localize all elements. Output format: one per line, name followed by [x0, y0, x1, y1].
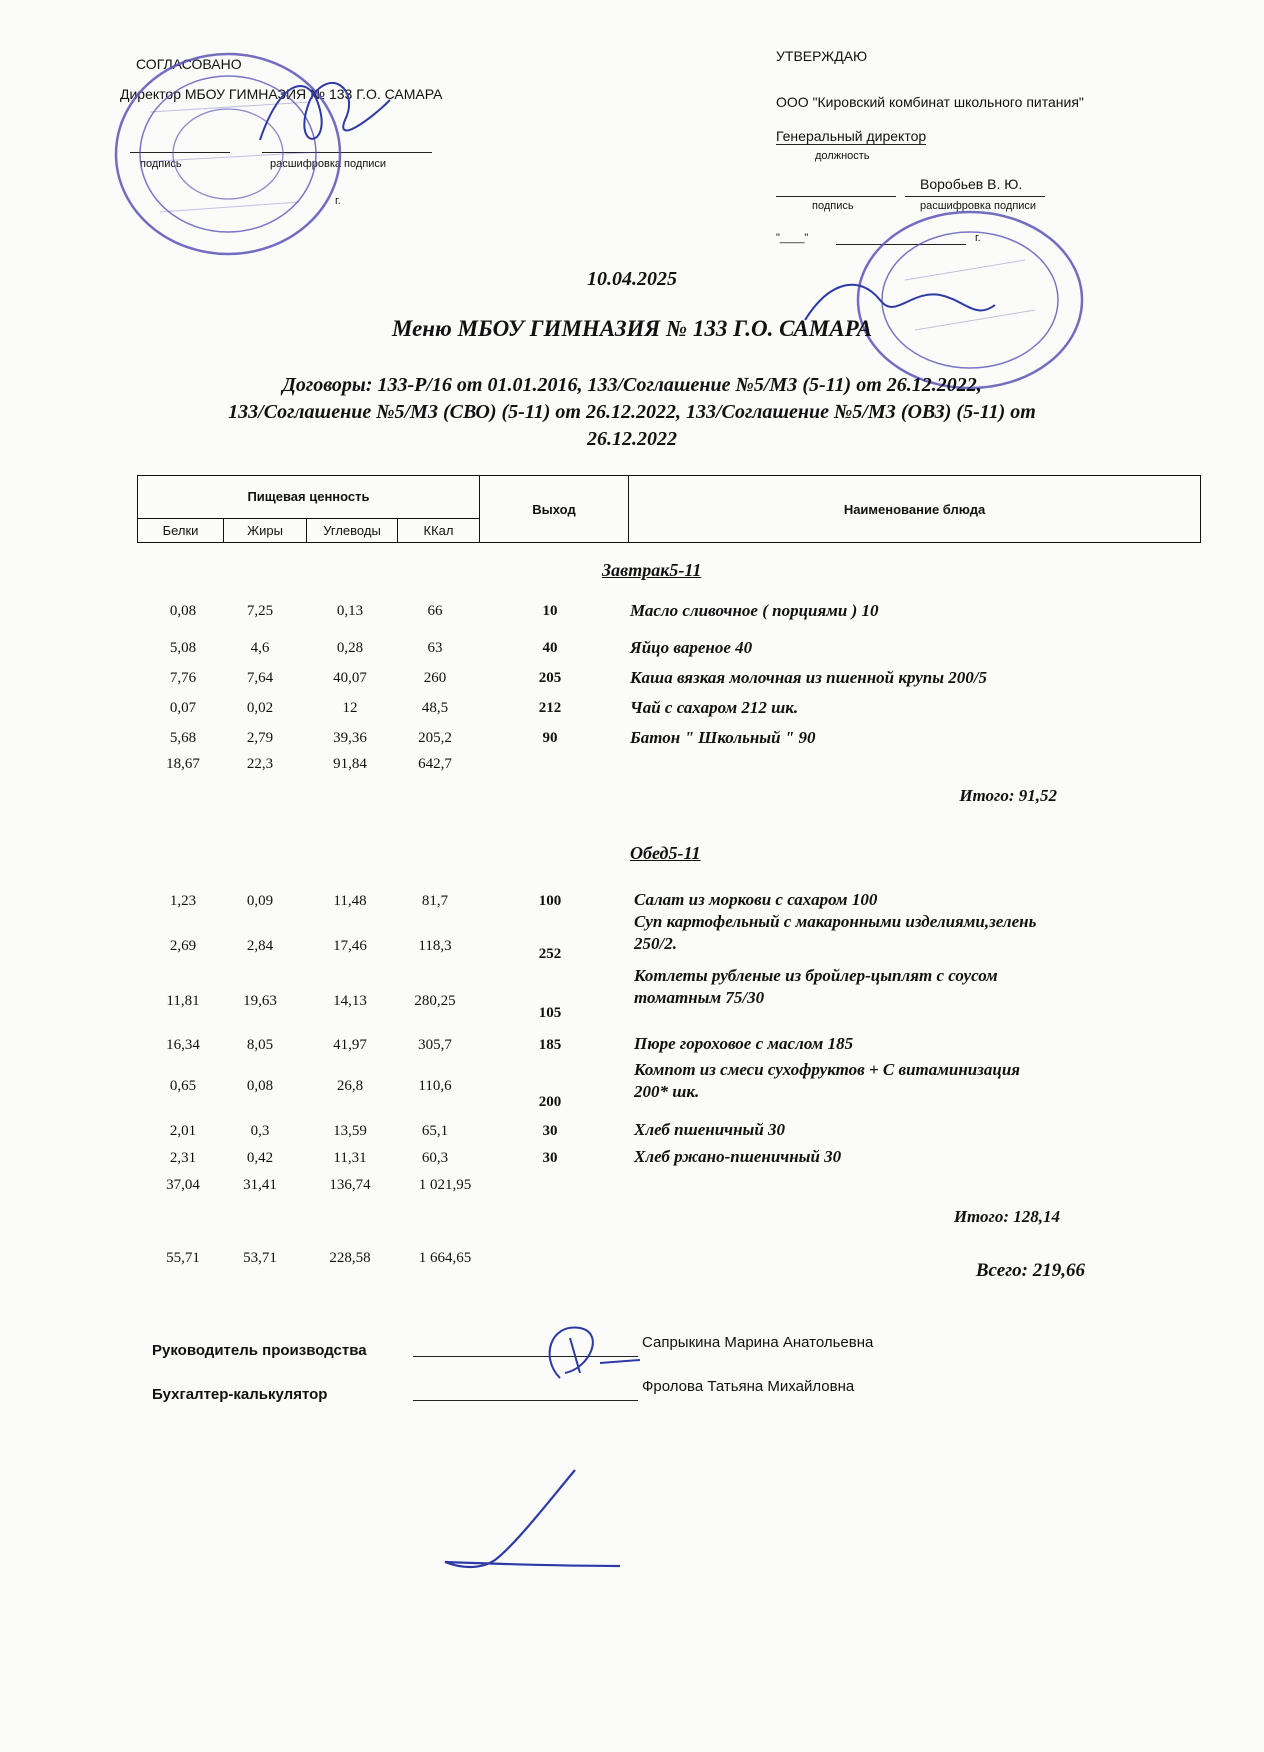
fat-value: 7,64 [246, 670, 274, 686]
menu-title: Меню МБОУ ГИМНАЗИЯ № 133 Г.О. САМАРА [391, 316, 873, 341]
approval-left-year: г. [335, 195, 341, 207]
protein-value: 2,31 [169, 1150, 197, 1166]
production-head-signature [520, 1318, 650, 1398]
approval-left-decode-label: расшифровка подписи [270, 158, 387, 170]
approval-right-name: Воробьев В. Ю. [920, 176, 1023, 192]
protein-sum: 18,67 [166, 756, 200, 772]
fat-value: 7,25 [246, 603, 274, 619]
protein-value: 2,01 [169, 1123, 197, 1139]
protein-value: 16,34 [166, 1037, 200, 1053]
kcal-value: 110,6 [418, 1078, 452, 1094]
yield-value: 212 [538, 700, 562, 716]
carb-value: 17,46 [333, 938, 367, 954]
dish-name: Салат из моркови с сахаром 100 [634, 890, 878, 909]
header-proteins: Белки [138, 518, 224, 542]
header-dish-name: Наименование блюда [629, 476, 1201, 543]
dish-name-line-1: Котлеты рубленые из бройлер-цыплят с соусом [634, 966, 998, 985]
kcal-value: 280,25 [414, 993, 456, 1009]
pen-mark [440, 1460, 630, 1580]
kcal-sum: 1 021,95 [418, 1177, 472, 1193]
carb-value: 0,13 [336, 603, 364, 619]
contracts-block [100, 372, 1164, 453]
yield-value: 105 [538, 1005, 562, 1021]
protein-value: 5,68 [169, 730, 197, 746]
approval-right-date-prefix: "____" [776, 232, 809, 244]
fat-value: 19,63 [243, 993, 277, 1009]
contracts-line-3: 26.12.2022 [587, 428, 677, 450]
dish-name: Масло сливочное ( порциями ) 10 [630, 601, 879, 620]
carb-value: 39,36 [333, 730, 367, 746]
dish-name: Хлеб пшеничный 30 [634, 1120, 786, 1139]
dish-name-line-2: томатным 75/30 [634, 988, 765, 1007]
carb-grand: 228,58 [329, 1250, 371, 1266]
dish-name: Каша вязкая молочная из пшенной крупы 200/5 [630, 668, 988, 687]
carb-value: 12 [342, 700, 358, 716]
approval-right-position: Генеральный директор [776, 128, 927, 144]
protein-value: 0,08 [169, 603, 197, 619]
contracts-line-1: Договоры: 133-Р/16 от 01.01.2016, 133/Соглашение №5/МЗ (5-11) от 26.12.2022, [282, 374, 982, 396]
approval-right-year: г. [975, 232, 981, 244]
fat-value: 0,42 [246, 1150, 274, 1166]
fat-sum: 31,41 [243, 1177, 277, 1193]
yield-value: 100 [538, 893, 562, 909]
carb-sum: 136,74 [329, 1177, 371, 1193]
accountant-role: Бухгалтер-калькулятор [152, 1386, 328, 1403]
director-signature [250, 60, 400, 170]
yield-value: 205 [538, 670, 562, 686]
dish-name-line-2: 250/2. [634, 934, 677, 953]
fat-value: 0,09 [246, 893, 274, 909]
protein-sum: 37,04 [166, 1177, 200, 1193]
dish-name-line-2: 200* шк. [634, 1082, 700, 1101]
fat-value: 0,08 [246, 1078, 274, 1094]
approval-right-sig-label: подпись [812, 200, 854, 212]
approval-left-heading: СОГЛАСОВАНО [136, 56, 242, 72]
carb-value: 41,97 [333, 1037, 367, 1053]
grand-total: Всего: 219,66 [975, 1260, 1085, 1281]
approval-right-decode-line [905, 196, 1045, 197]
carb-value: 40,07 [333, 670, 367, 686]
kcal-value: 48,5 [421, 700, 449, 716]
kcal-value: 260 [423, 670, 447, 686]
accountant-sign-line [413, 1400, 638, 1401]
kcal-value: 205,2 [418, 730, 452, 746]
yield-value: 90 [542, 730, 558, 746]
approval-right-position-label: должность [815, 150, 870, 162]
yield-value: 10 [542, 603, 558, 619]
fat-grand: 53,71 [243, 1250, 277, 1266]
breakfast-total: Итого: 91,52 [959, 786, 1057, 805]
lunch-total: Итого: 128,14 [953, 1207, 1060, 1226]
fat-value: 2,79 [246, 730, 274, 746]
fat-value: 0,02 [246, 700, 274, 716]
protein-grand: 55,71 [166, 1250, 200, 1266]
dish-name-line-1: Суп картофельный с макаронными изделиями,зелень [634, 912, 1037, 931]
approval-right-sign-line [776, 196, 896, 197]
dish-name: Пюре гороховое с маслом 185 [634, 1034, 854, 1053]
carb-value: 11,31 [333, 1150, 367, 1166]
kcal-value: 118,3 [418, 938, 452, 954]
yield-value: 200 [538, 1094, 562, 1110]
kcal-grand: 1 664,65 [418, 1250, 472, 1266]
fat-value: 8,05 [246, 1037, 274, 1053]
protein-value: 7,76 [169, 670, 197, 686]
fat-value: 2,84 [246, 938, 274, 954]
approval-right-decode-label: расшифровка подписи [920, 200, 1037, 212]
protein-value: 5,08 [169, 640, 197, 656]
kcal-value: 66 [427, 603, 443, 619]
breakfast-title: Завтрак5-11 [602, 560, 702, 580]
fat-value: 0,3 [250, 1123, 270, 1139]
lunch-title: Обед5-11 [630, 843, 701, 863]
yield-value: 30 [542, 1123, 558, 1139]
dish-name: Яйцо вареное 40 [630, 638, 753, 657]
fat-value: 4,6 [250, 640, 270, 656]
carb-value: 0,28 [336, 640, 364, 656]
protein-value: 0,65 [169, 1078, 197, 1094]
header-fats: Жиры [224, 518, 307, 542]
kcal-sum: 642,7 [418, 756, 452, 772]
protein-value: 2,69 [169, 938, 197, 954]
yield-value: 40 [542, 640, 558, 656]
kcal-value: 65,1 [421, 1123, 449, 1139]
kcal-value: 63 [427, 640, 443, 656]
protein-value: 0,07 [169, 700, 197, 716]
carb-value: 13,59 [333, 1123, 367, 1139]
approval-right-org: ООО "Кировский комбинат школьного питания" [776, 94, 1084, 110]
protein-value: 11,81 [166, 993, 200, 1009]
kcal-value: 81,7 [421, 893, 449, 909]
menu-table-header [137, 475, 1201, 543]
yield-value: 185 [538, 1037, 562, 1053]
yield-value: 252 [538, 946, 562, 962]
production-head-name: Сапрыкина Марина Анатольевна [642, 1334, 874, 1351]
production-head-role: Руководитель производства [152, 1342, 367, 1359]
dish-name: Хлеб ржано-пшеничный 30 [634, 1147, 842, 1166]
menu-date: 10.04.2025 [587, 268, 677, 290]
accountant-name: Фролова Татьяна Михайловна [642, 1378, 855, 1395]
carb-value: 11,48 [333, 893, 367, 909]
fat-sum: 22,3 [246, 756, 274, 772]
kcal-value: 60,3 [421, 1150, 449, 1166]
approval-right-heading: УТВЕРЖДАЮ [776, 48, 868, 64]
dish-name: Батон " Школьный " 90 [630, 728, 816, 747]
protein-value: 1,23 [169, 893, 197, 909]
approval-left-role: Директор МБОУ ГИМНАЗИЯ № 133 Г.О. САМАРА [120, 86, 443, 102]
contracts-line-2: 133/Соглашение №5/МЗ (СВО) (5-11) от 26.12.2022, 133/Соглашение №5/МЗ (ОВЗ) (5-11) от [228, 401, 1036, 423]
header-nutrition: Пищевая ценность [138, 476, 480, 519]
kcal-value: 305,7 [418, 1037, 452, 1053]
header-kcal: ККал [398, 518, 480, 542]
dish-name: Чай с сахаром 212 шк. [630, 698, 799, 717]
header-yield: Выход [480, 476, 629, 543]
carb-value: 26,8 [336, 1078, 364, 1094]
carb-sum: 91,84 [333, 756, 367, 772]
carb-value: 14,13 [333, 993, 367, 1009]
dish-name-line-1: Компот из смеси сухофруктов + С витаминизация [634, 1060, 1021, 1079]
yield-value: 30 [542, 1150, 558, 1166]
header-carbs: Углеводы [307, 518, 398, 542]
approval-left-sig-label: подпись [140, 158, 182, 170]
